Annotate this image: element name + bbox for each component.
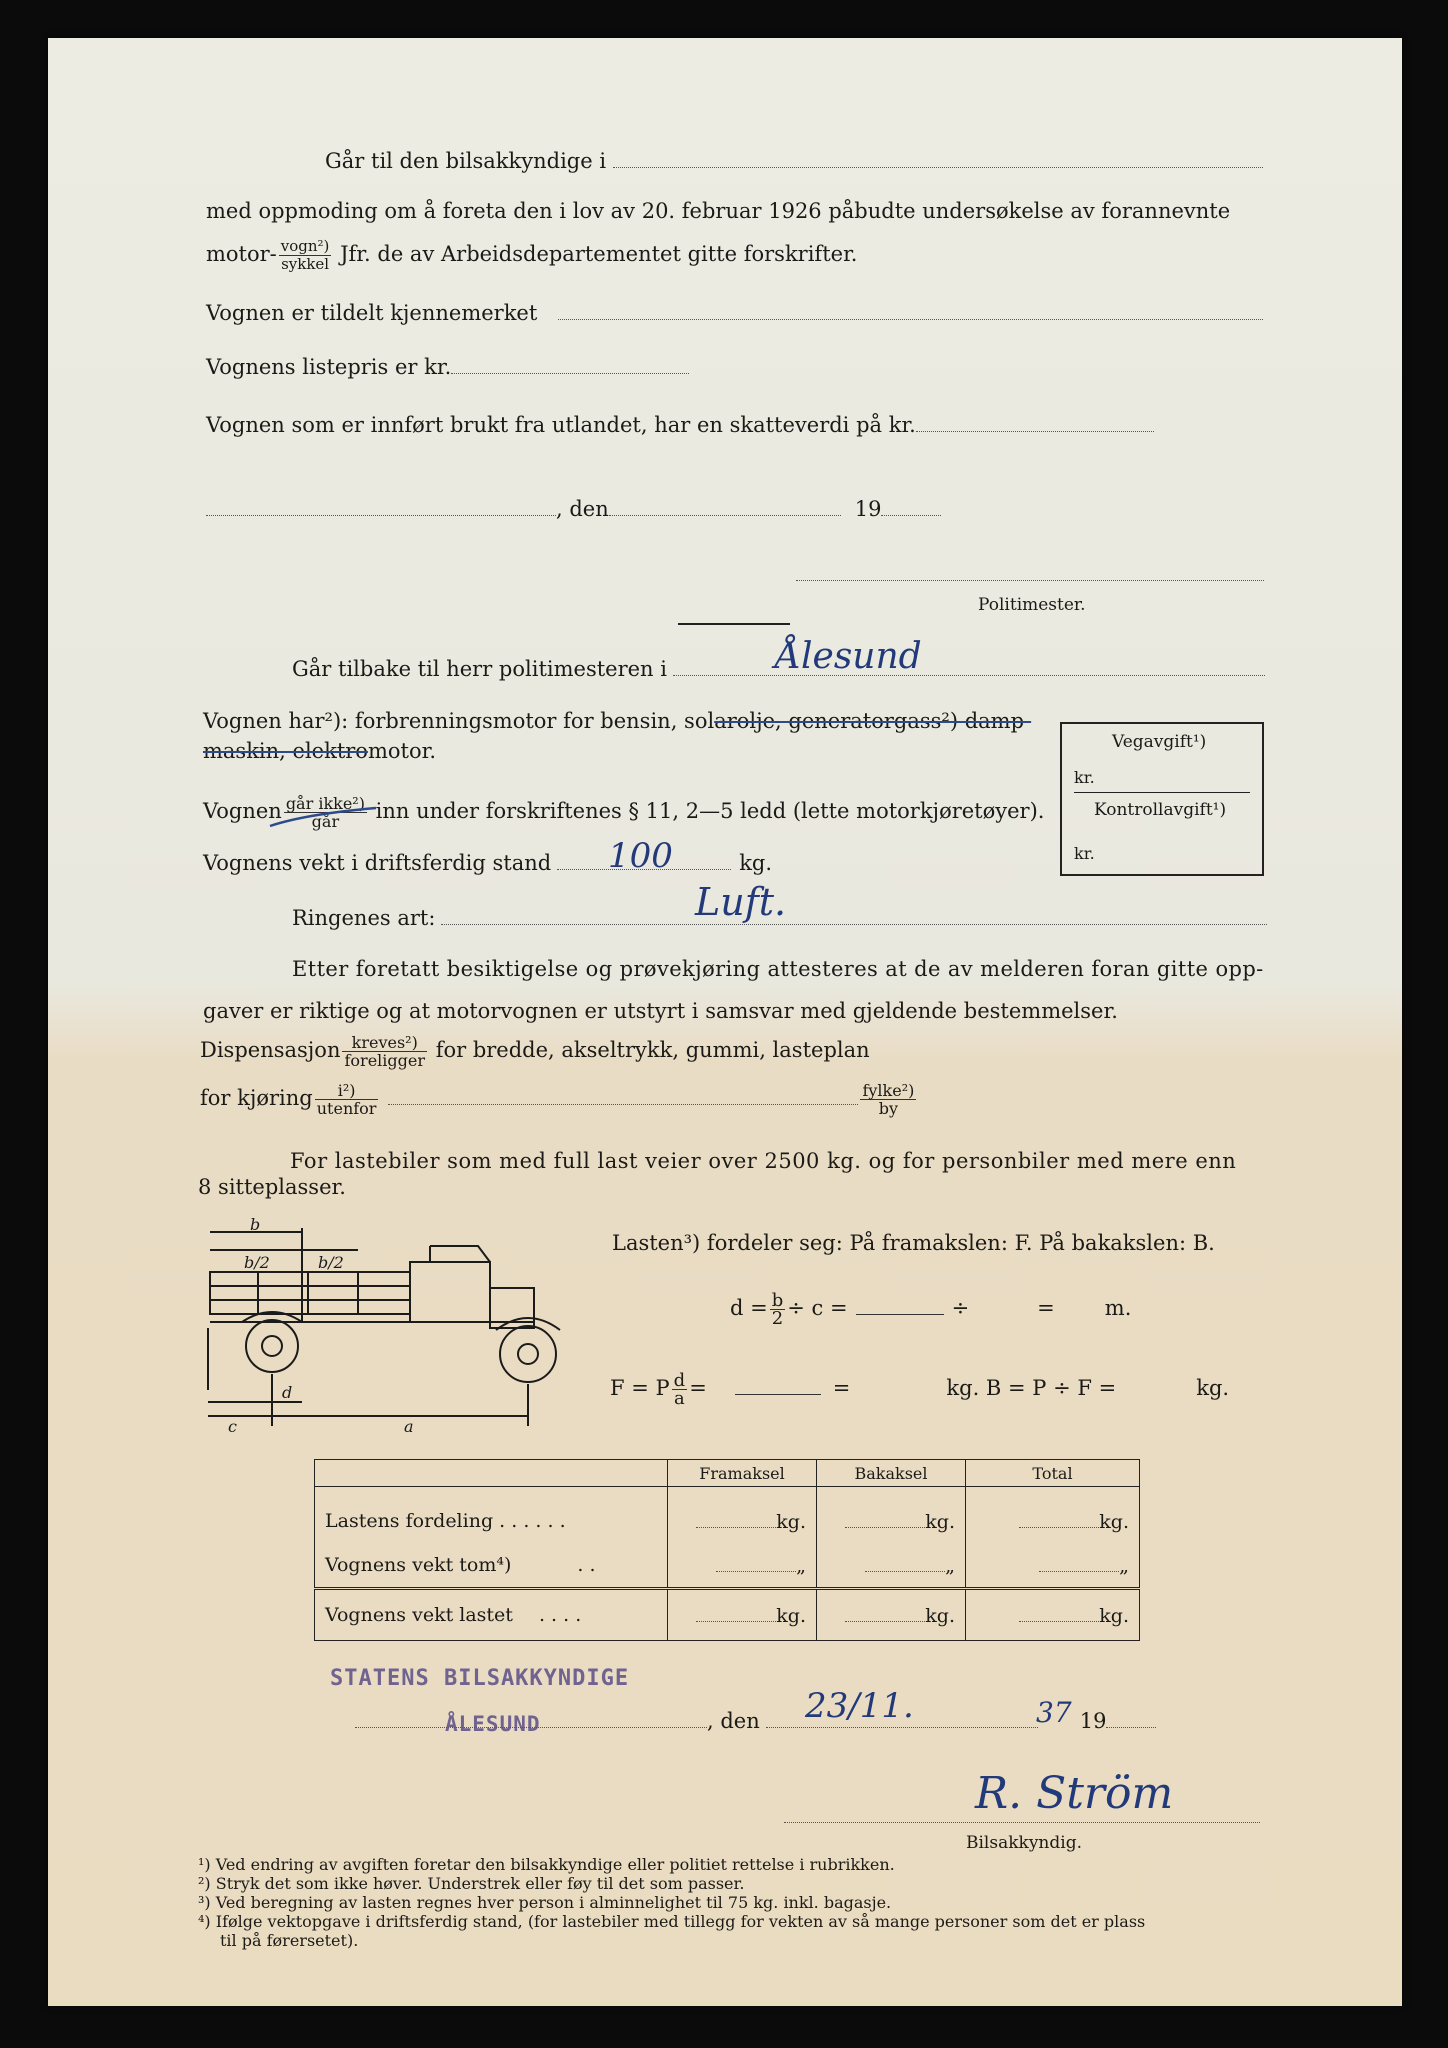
footnote-3: ³) Ved beregning av lasten regnes hver person i alminnelighet til 75 kg. inkl. bagasje. xyxy=(198,1893,892,1912)
fraction-top: vogn²) xyxy=(280,237,330,255)
handwritten-alesund: Ålesund xyxy=(775,636,922,677)
table-header-blank xyxy=(315,1460,668,1487)
f-eq-2: = xyxy=(832,1376,851,1400)
control-fee-label: Kontrollavgift¹) xyxy=(1094,800,1227,820)
truck-note-line-1: For lastebiler som med full last veier over 2500 kg. og for personbiler med mere enn xyxy=(290,1149,1237,1173)
tax-value-label: Vognen som er innført brukt fra utlandet, har en skatteverdi på kr. xyxy=(206,413,916,437)
value-field[interactable] xyxy=(865,1553,945,1572)
f-eq-1: = xyxy=(689,1376,707,1400)
date-den-label: , den xyxy=(707,1709,760,1733)
registration-mark-label: Vognen er tildelt kjennemerket xyxy=(206,301,538,325)
police-place-field[interactable] xyxy=(206,497,556,516)
list-price-field[interactable] xyxy=(451,355,689,374)
diagram-label-c: c xyxy=(228,1417,237,1436)
diagram-label-d: d xyxy=(282,1383,293,1402)
engine-struck-text: arolje, generatorgass²) damp- xyxy=(714,709,1032,733)
d-blank-1[interactable] xyxy=(856,1302,944,1315)
return-to-police-label: Går tilbake til herr politimesteren i xyxy=(292,657,667,681)
fraction-bottom: foreligger xyxy=(344,1051,425,1070)
value-field[interactable] xyxy=(716,1553,796,1572)
row-loaded-total[interactable] xyxy=(966,1589,1140,1641)
attestation-line-1: Etter foretatt besiktigelse og prøvekjøring attesteres at de av melderen foran gitte opp- xyxy=(292,957,1264,981)
row-label-text: Lastens fordeling xyxy=(325,1510,494,1532)
fraction-bottom: a xyxy=(674,1388,685,1409)
expert-signature-label: Bilsakkyndig. xyxy=(966,1833,1082,1853)
handwritten-year: 37 xyxy=(1036,1696,1072,1729)
expert-place-field[interactable] xyxy=(613,149,1263,168)
table-row xyxy=(315,1589,1140,1641)
row-label-text: Vognens vekt lastet xyxy=(325,1604,513,1626)
unit: kg. xyxy=(925,1511,955,1533)
row-loaded-rear[interactable] xyxy=(817,1589,966,1641)
request-text: med oppmoding om å foreta den i lov av 20. februar 1926 påbudte undersøkelse av forannevnte xyxy=(206,199,1231,223)
control-fee-kr: kr. xyxy=(1074,844,1095,863)
handwritten-weight: 100 xyxy=(608,836,673,876)
diagram-label-b-half-left: b/2 xyxy=(244,1253,270,1272)
table-header-rear-axle: Bakaksel xyxy=(817,1460,966,1487)
road-fee-kr: kr. xyxy=(1074,768,1095,787)
row-load-total[interactable] xyxy=(966,1487,1140,1544)
unit: „ xyxy=(1119,1555,1129,1577)
expert-signature-line[interactable] xyxy=(784,1822,1260,1823)
police-date-field[interactable] xyxy=(609,497,841,516)
light-vehicle-text: inn under forskriftenes § 11, 2—5 ledd (lette motorkjøretøyer). xyxy=(375,799,1045,823)
value-field[interactable] xyxy=(1019,1603,1099,1622)
footnote-2: ²) Stryk det som ikke høver. Understrek eller føy til det som passer. xyxy=(198,1874,745,1893)
unit: „ xyxy=(945,1555,955,1577)
fraction-top: fylke²) xyxy=(862,1081,915,1100)
row-loaded-front[interactable] xyxy=(668,1589,817,1641)
d-unit: m. xyxy=(1104,1296,1132,1320)
value-field[interactable] xyxy=(696,1603,776,1622)
engine-struck-text-2: maskin, elektro xyxy=(203,739,368,763)
registration-mark-field[interactable] xyxy=(558,301,1263,320)
weight-unit: kg. xyxy=(739,851,773,875)
driving-area-line xyxy=(200,1082,918,1117)
fraction-bottom: by xyxy=(878,1099,899,1118)
forward-to-expert-text: Går til den bilsakkyndige i xyxy=(325,149,607,173)
unit: kg. xyxy=(925,1605,955,1627)
fraction-top: d xyxy=(673,1370,686,1391)
section-divider xyxy=(678,623,790,625)
registration-mark-line xyxy=(206,300,1263,326)
handwritten-tyres: Luft. xyxy=(695,880,787,924)
dispensation-text: for bredde, akseltrykk, gummi, lasteplan xyxy=(435,1038,870,1062)
table-header-total: Total xyxy=(966,1460,1140,1487)
expert-place-sign-field[interactable] xyxy=(355,1709,707,1728)
dispensation-prefix: Dispensasjon xyxy=(200,1038,341,1062)
diagram-label-a: a xyxy=(404,1417,414,1436)
road-fee-label: Vegavgift¹) xyxy=(1112,732,1207,752)
fraction-bottom: sykkel xyxy=(281,255,330,273)
tax-value-line xyxy=(206,412,1154,438)
year-prefix: 19 xyxy=(854,497,882,521)
fee-divider xyxy=(1074,792,1250,793)
unit: kg. xyxy=(776,1511,806,1533)
list-price-line xyxy=(206,354,689,380)
handwritten-signature: R. Ström xyxy=(975,1768,1174,1819)
d-formula-left: d = xyxy=(730,1296,768,1320)
tax-value-field[interactable] xyxy=(916,413,1154,432)
unit: kg. xyxy=(776,1605,806,1627)
expert-year-field[interactable] xyxy=(1106,1709,1156,1728)
fraction-bottom: utenfor xyxy=(316,1099,377,1118)
motor-type-line xyxy=(206,238,857,273)
motor-prefix: motor- xyxy=(206,242,277,266)
axle-load-table xyxy=(314,1459,1140,1641)
footnote-4: ⁴) Ifølge vektopgave i driftsferdig stand, (for lastebiler med tillegg for vekten av så mange personer som det er plass xyxy=(198,1912,1146,1931)
kreves-fraction xyxy=(342,1034,427,1069)
fraction-top: går ikke²) xyxy=(285,794,365,813)
row-dots: . . . . . . xyxy=(499,1510,566,1532)
d-over-a-fraction xyxy=(672,1372,688,1407)
diagram-label-b: b xyxy=(250,1215,261,1234)
police-signature-line[interactable] xyxy=(796,580,1264,581)
police-signature-label: Politimester. xyxy=(978,595,1086,615)
fraction-bottom: 2 xyxy=(771,1308,784,1329)
list-price-label: Vognens listepris er kr. xyxy=(206,355,452,379)
fraction-top: kreves²) xyxy=(342,1034,427,1052)
fee-box xyxy=(1060,722,1264,876)
office-stamp-line-1: STATENS BILSAKKYNDIGE xyxy=(330,1666,630,1691)
fraction-bottom: går xyxy=(311,812,340,831)
f-kg-b-formula: kg. B = P ÷ F = xyxy=(946,1376,1117,1400)
unit: kg. xyxy=(1099,1511,1129,1533)
light-vehicle-prefix: Vognen xyxy=(203,799,282,823)
value-field[interactable] xyxy=(1039,1553,1119,1572)
f-formula-left: F = P xyxy=(610,1376,670,1400)
dispensation-line xyxy=(200,1034,870,1069)
row-load-rear[interactable] xyxy=(817,1487,966,1544)
fraction-top: b xyxy=(771,1290,784,1311)
date-den-label: , den xyxy=(556,497,609,521)
tyre-type-label: Ringenes art: xyxy=(292,906,436,930)
handwritten-date: 23/11. xyxy=(805,1686,914,1726)
footnote-4-cont: til på førersetet). xyxy=(220,1931,359,1950)
unit: kg. xyxy=(1099,1605,1129,1627)
row-load-label xyxy=(315,1487,668,1544)
engine-text: Vognen har²): forbrenningsmotor for bensin, sol xyxy=(203,709,715,733)
value-field[interactable] xyxy=(845,1603,925,1622)
row-empty-front[interactable] xyxy=(668,1543,817,1589)
row-label-text: Vognens vekt tom⁴) xyxy=(325,1554,512,1576)
i-utenfor-fraction xyxy=(315,1082,379,1117)
value-field[interactable] xyxy=(845,1509,925,1528)
forward-to-expert-line xyxy=(325,148,1263,174)
b-kg-unit: kg. xyxy=(1196,1376,1230,1400)
f-formula xyxy=(610,1372,1229,1407)
table-header-front-axle: Framaksel xyxy=(668,1460,817,1487)
police-date-line xyxy=(206,496,941,522)
police-place-return-field[interactable] xyxy=(673,657,1265,676)
f-blank-1[interactable] xyxy=(735,1382,821,1395)
row-loaded-label xyxy=(315,1589,668,1641)
truck-axle-diagram xyxy=(198,1206,578,1446)
row-dots: . . . . xyxy=(538,1604,582,1626)
row-dots: . . xyxy=(577,1554,596,1576)
truck-note-line-2: 8 sitteplasser. xyxy=(198,1175,346,1199)
row-empty-rear[interactable] xyxy=(817,1543,966,1589)
d-div: ÷ xyxy=(951,1296,970,1320)
handwritten-strike-mark xyxy=(266,800,386,830)
table-row xyxy=(315,1543,1140,1589)
table-row xyxy=(315,1487,1140,1544)
load-distribution-text: Lasten³) fordeler seg: På framakslen: F. På bakakslen: B. xyxy=(612,1231,1215,1255)
tyre-type-field[interactable] xyxy=(441,906,1267,925)
row-empty-label xyxy=(315,1543,668,1589)
diagram-label-b-half-right: b/2 xyxy=(318,1253,344,1272)
d-formula xyxy=(730,1292,1131,1327)
attestation-line-2: gaver er riktige og at motorvognen er utstyrt i samsvar med gjeldende bestemmelser. xyxy=(203,999,1118,1023)
office-stamp-line-2: ÅLESUND xyxy=(445,1712,541,1736)
operating-weight-line xyxy=(203,850,772,876)
regulation-reference: Jfr. de av Arbeidsdepartementet gitte forskrifter. xyxy=(340,242,858,266)
vogn-sykkel-fraction xyxy=(279,238,332,273)
engine-text-2: motor. xyxy=(367,739,436,763)
engine-type-line xyxy=(203,708,1031,734)
value-field[interactable] xyxy=(1019,1509,1099,1528)
footnote-1: ¹) Ved endring av avgiften foretar den bilsakkyndige eller politiet rettelse i rubrikken. xyxy=(198,1855,895,1874)
value-field[interactable] xyxy=(696,1509,776,1528)
row-empty-total[interactable] xyxy=(966,1543,1140,1589)
year-prefix: 19 xyxy=(1079,1709,1107,1733)
fylke-by-fraction xyxy=(860,1082,916,1117)
police-year-field[interactable] xyxy=(881,497,941,516)
operating-weight-label: Vognens vekt i driftsferdig stand xyxy=(203,851,552,875)
fraction-top: i²) xyxy=(315,1082,379,1100)
d-formula-right: ÷ c = xyxy=(787,1296,848,1320)
d-eq: = xyxy=(1037,1296,1055,1320)
b-half-fraction xyxy=(770,1292,786,1327)
driving-area-field[interactable] xyxy=(388,1086,858,1105)
row-load-front[interactable] xyxy=(668,1487,817,1544)
unit: „ xyxy=(796,1555,806,1577)
engine-type-line-2 xyxy=(203,738,436,764)
driving-area-prefix: for kjøring xyxy=(200,1086,313,1110)
